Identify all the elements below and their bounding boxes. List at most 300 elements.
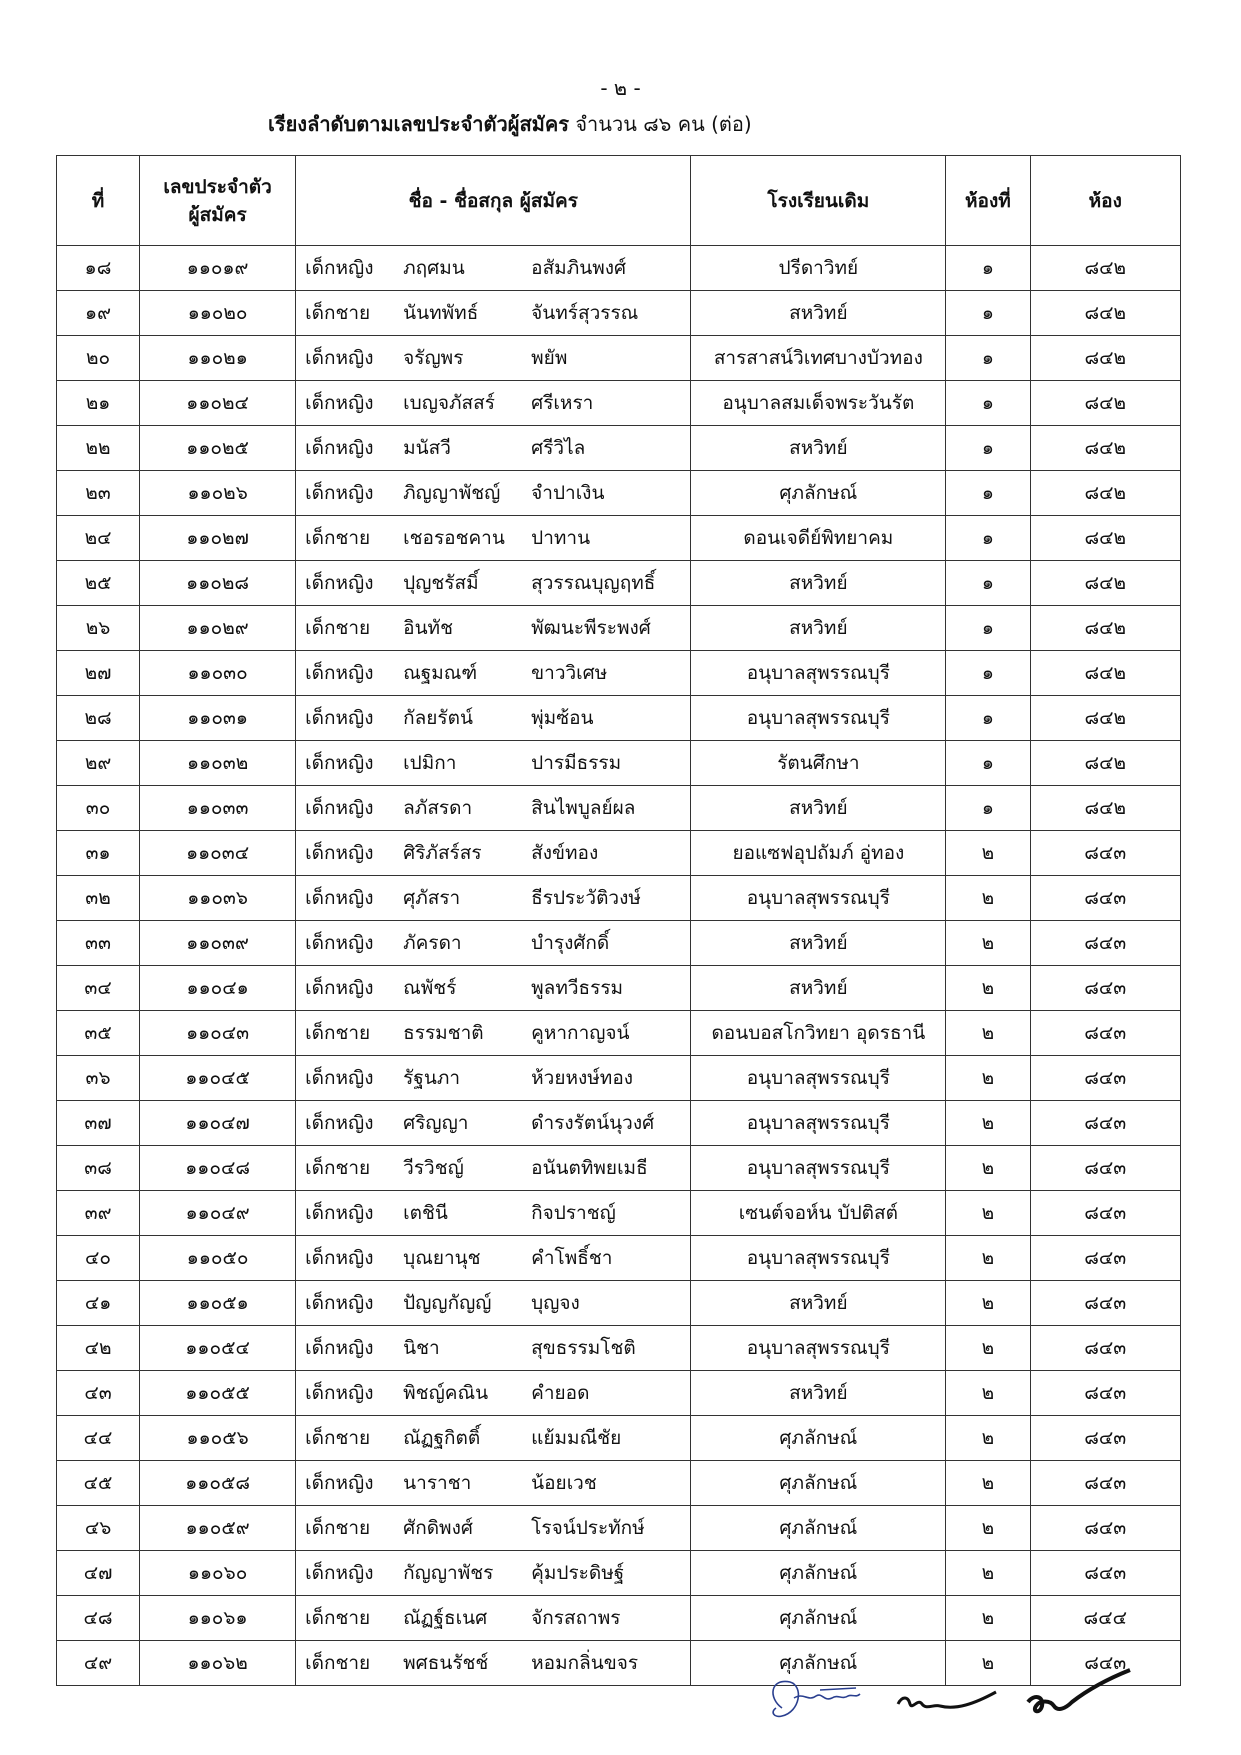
first-name: ศิริภัสร์สร: [403, 842, 482, 864]
header-room: ห้อง: [1030, 156, 1181, 246]
name-prefix: เด็กหญิง: [305, 1337, 374, 1359]
cell-school: อนุบาลสุพรรณบุรี: [691, 1326, 946, 1371]
name-prefix: เด็กหญิง: [305, 707, 374, 729]
name-prefix: เด็กหญิง: [305, 1112, 374, 1134]
cell-applicant-id: ๑๑๐๓๙: [140, 921, 296, 966]
cell-applicant-id: ๑๑๐๕๘: [140, 1461, 296, 1506]
cell-school: เซนต์จอห์น บัปติสต์: [691, 1191, 946, 1236]
cell-school: สารสาสน์วิเทศบางบัวทอง: [691, 336, 946, 381]
cell-school: สหวิทย์: [691, 966, 946, 1011]
table-row: [57, 966, 1181, 1011]
first-name: กัลยรัตน์: [403, 707, 473, 729]
cell-applicant-id: ๑๑๐๕๕: [140, 1371, 296, 1416]
cell-no: ๒๑: [57, 381, 140, 426]
cell-room-no: ๒: [946, 1416, 1030, 1461]
first-name: จรัญพร: [403, 347, 464, 369]
last-name: จักรสถาพร: [531, 1607, 621, 1629]
last-name: อนันตทิพยเมธี: [531, 1157, 648, 1179]
applicant-table: [56, 155, 1181, 1686]
cell-room-no: ๑: [946, 516, 1030, 561]
table-row: [57, 921, 1181, 966]
cell-no: ๒๙: [57, 741, 140, 786]
first-name: กัญญาพัชร: [403, 1562, 494, 1584]
heading-rest: จำนวน ๘๖ คน (ต่อ): [568, 112, 752, 136]
table-row: [57, 1551, 1181, 1596]
first-name: พิชญ์คณิน: [403, 1382, 489, 1404]
cell-no: ๓๐: [57, 786, 140, 831]
cell-applicant-id: ๑๑๐๑๙: [140, 246, 296, 291]
table-row: [57, 1191, 1181, 1236]
cell-room: ๘๔๓: [1030, 876, 1181, 921]
cell-room: ๘๔๔: [1030, 1596, 1181, 1641]
name-prefix: เด็กหญิง: [305, 257, 374, 279]
first-name: ศริญญา: [403, 1112, 469, 1134]
cell-room-no: ๒: [946, 966, 1030, 1011]
cell-room: ๘๔๒: [1030, 426, 1181, 471]
cell-room-no: ๒: [946, 1461, 1030, 1506]
cell-room-no: ๒: [946, 1551, 1030, 1596]
header-no: ที่: [57, 156, 140, 246]
name-prefix: เด็กหญิง: [305, 1247, 374, 1269]
cell-name: [296, 1596, 691, 1641]
cell-no: ๓๔: [57, 966, 140, 1011]
name-prefix: เด็กหญิง: [305, 752, 374, 774]
cell-name: [296, 1371, 691, 1416]
last-name: ธีรประวัติวงษ์: [531, 887, 641, 909]
last-name: ปาทาน: [531, 527, 591, 549]
cell-room-no: ๒: [946, 1101, 1030, 1146]
cell-name: [296, 516, 691, 561]
first-name: ลภัสรดา: [403, 797, 473, 819]
first-name: ภิญญาพัชญ์: [403, 482, 501, 504]
first-name: เชอรอชคาน: [403, 527, 505, 549]
cell-school: ดอนเจดีย์พิทยาคม: [691, 516, 946, 561]
cell-no: ๑๘: [57, 246, 140, 291]
cell-room-no: ๒: [946, 1056, 1030, 1101]
name-prefix: เด็กหญิง: [305, 392, 374, 414]
cell-no: ๑๙: [57, 291, 140, 336]
first-name: ปัญญกัญญ์: [403, 1292, 492, 1314]
cell-no: ๒๕: [57, 561, 140, 606]
name-prefix: เด็กหญิง: [305, 662, 374, 684]
last-name: ห้วยหงษ์ทอง: [531, 1067, 634, 1089]
name-prefix: เด็กหญิง: [305, 797, 374, 819]
cell-school: ดอนบอสโกวิทยา อุดรธานี: [691, 1011, 946, 1056]
cell-room-no: ๑: [946, 381, 1030, 426]
last-name: สังข์ทอง: [531, 842, 599, 864]
table-row: [57, 1506, 1181, 1551]
cell-applicant-id: ๑๑๐๕๙: [140, 1506, 296, 1551]
cell-room: ๘๔๓: [1030, 1551, 1181, 1596]
cell-school: ยอแซฟอุปถัมภ์ อู่ทอง: [691, 831, 946, 876]
cell-applicant-id: ๑๑๐๔๑: [140, 966, 296, 1011]
name-prefix: เด็กหญิง: [305, 572, 374, 594]
cell-no: ๓๙: [57, 1191, 140, 1236]
cell-school: สหวิทย์: [691, 291, 946, 336]
cell-no: ๓๑: [57, 831, 140, 876]
table-row: [57, 696, 1181, 741]
cell-room: ๘๔๓: [1030, 1506, 1181, 1551]
table-body: [57, 246, 1181, 1686]
cell-name: [296, 831, 691, 876]
cell-room: ๘๔๒: [1030, 651, 1181, 696]
cell-name: [296, 1011, 691, 1056]
cell-room: ๘๔๓: [1030, 1236, 1181, 1281]
cell-school: อนุบาลสุพรรณบุรี: [691, 1236, 946, 1281]
table-row: [57, 1011, 1181, 1056]
cell-room-no: ๒: [946, 1281, 1030, 1326]
cell-room-no: ๑: [946, 651, 1030, 696]
signatures: [760, 1668, 1180, 1738]
cell-applicant-id: ๑๑๐๒๑: [140, 336, 296, 381]
cell-school: ปรีดาวิทย์: [691, 246, 946, 291]
cell-no: ๓๗: [57, 1101, 140, 1146]
name-prefix: เด็กชาย: [305, 302, 371, 324]
cell-name: [296, 741, 691, 786]
table-row: [57, 336, 1181, 381]
cell-room: ๘๔๓: [1030, 1461, 1181, 1506]
cell-name: [296, 291, 691, 336]
name-prefix: เด็กหญิง: [305, 1562, 374, 1584]
first-name: เตชินี: [403, 1202, 448, 1224]
cell-room-no: ๑: [946, 336, 1030, 381]
table-row: [57, 1236, 1181, 1281]
cell-room-no: ๒: [946, 921, 1030, 966]
cell-school: ศุภลักษณ์: [691, 1551, 946, 1596]
table-row: [57, 561, 1181, 606]
last-name: ขาววิเศษ: [531, 662, 608, 684]
cell-applicant-id: ๑๑๐๓๓: [140, 786, 296, 831]
cell-name: [296, 1551, 691, 1596]
last-name: คุ้มประดิษฐ์: [531, 1562, 625, 1584]
table-row: [57, 1371, 1181, 1416]
cell-name: [296, 561, 691, 606]
cell-name: [296, 606, 691, 651]
first-name: วีรวิชญ์: [403, 1157, 464, 1179]
cell-applicant-id: ๑๑๐๒๘: [140, 561, 296, 606]
first-name: รัฐนภา: [403, 1067, 461, 1089]
cell-no: ๓๘: [57, 1146, 140, 1191]
cell-no: ๔๔: [57, 1416, 140, 1461]
last-name: ปารมีธรรม: [531, 752, 622, 774]
cell-room: ๘๔๓: [1030, 1641, 1181, 1686]
cell-no: ๔๕: [57, 1461, 140, 1506]
cell-room-no: ๑: [946, 426, 1030, 471]
table-row: [57, 1056, 1181, 1101]
cell-school: อนุบาลสุพรรณบุรี: [691, 651, 946, 696]
cell-name: [296, 246, 691, 291]
last-name: หอมกลิ่นขจร: [531, 1652, 639, 1674]
last-name: พยัพ: [531, 347, 568, 369]
cell-no: ๒๖: [57, 606, 140, 651]
header-room-no: ห้องที่: [946, 156, 1030, 246]
cell-room-no: ๒: [946, 1371, 1030, 1416]
last-name: คำยอด: [531, 1382, 590, 1404]
cell-room-no: ๒: [946, 831, 1030, 876]
cell-no: ๒๐: [57, 336, 140, 381]
cell-name: [296, 1326, 691, 1371]
cell-school: สหวิทย์: [691, 786, 946, 831]
name-prefix: เด็กหญิง: [305, 887, 374, 909]
cell-school: อนุบาลสุพรรณบุรี: [691, 1146, 946, 1191]
cell-room: ๘๔๓: [1030, 1416, 1181, 1461]
cell-room-no: ๑: [946, 291, 1030, 336]
cell-room-no: ๒: [946, 1596, 1030, 1641]
cell-name: [296, 426, 691, 471]
cell-applicant-id: ๑๑๐๓๖: [140, 876, 296, 921]
cell-room-no: ๒: [946, 1011, 1030, 1056]
cell-name: [296, 1146, 691, 1191]
cell-applicant-id: ๑๑๐๔๕: [140, 1056, 296, 1101]
table-row: [57, 1461, 1181, 1506]
cell-school: อนุบาลสุพรรณบุรี: [691, 696, 946, 741]
table-row: [57, 1416, 1181, 1461]
name-prefix: เด็กหญิง: [305, 977, 374, 999]
cell-school: ศุภลักษณ์: [691, 1416, 946, 1461]
last-name: ศรีเหรา: [531, 392, 594, 414]
name-prefix: เด็กชาย: [305, 1517, 371, 1539]
cell-applicant-id: ๑๑๐๔๘: [140, 1146, 296, 1191]
last-name: พุ่มซ้อน: [531, 707, 594, 729]
first-name: ภฤศมน: [403, 257, 465, 279]
cell-name: [296, 1281, 691, 1326]
first-name: ณฐมณฑ์: [403, 662, 478, 684]
cell-room: ๘๔๓: [1030, 1281, 1181, 1326]
cell-name: [296, 1461, 691, 1506]
cell-room-no: ๑: [946, 561, 1030, 606]
cell-school: สหวิทย์: [691, 921, 946, 966]
name-prefix: เด็กหญิง: [305, 1382, 374, 1404]
cell-school: รัตนศึกษา: [691, 741, 946, 786]
cell-school: ศุภลักษณ์: [691, 1506, 946, 1551]
cell-no: ๒๓: [57, 471, 140, 516]
cell-applicant-id: ๑๑๐๓๑: [140, 696, 296, 741]
first-name: อินทัช: [403, 617, 453, 639]
cell-name: [296, 1506, 691, 1551]
cell-name: [296, 876, 691, 921]
cell-applicant-id: ๑๑๐๒๔: [140, 381, 296, 426]
cell-school: สหวิทย์: [691, 606, 946, 651]
table-row: [57, 651, 1181, 696]
cell-applicant-id: ๑๑๐๕๖: [140, 1416, 296, 1461]
header-id-line1: เลขประจำตัว: [163, 175, 272, 198]
name-prefix: เด็กชาย: [305, 1427, 371, 1449]
first-name: บุณยานุช: [403, 1247, 481, 1269]
cell-no: ๔๓: [57, 1371, 140, 1416]
cell-school: สหวิทย์: [691, 1281, 946, 1326]
cell-room-no: ๒: [946, 1146, 1030, 1191]
cell-no: ๔๘: [57, 1596, 140, 1641]
cell-room: ๘๔๒: [1030, 696, 1181, 741]
cell-name: [296, 1191, 691, 1236]
cell-applicant-id: ๑๑๐๓๔: [140, 831, 296, 876]
table-row: [57, 831, 1181, 876]
table-row: [57, 741, 1181, 786]
cell-school: อนุบาลสุพรรณบุรี: [691, 876, 946, 921]
cell-school: อนุบาลสุพรรณบุรี: [691, 1101, 946, 1146]
cell-school: สหวิทย์: [691, 426, 946, 471]
cell-name: [296, 1236, 691, 1281]
cell-no: ๒๗: [57, 651, 140, 696]
cell-room: ๘๔๓: [1030, 1191, 1181, 1236]
last-name: จันทร์สุวรรณ: [531, 302, 639, 324]
table-row: [57, 1596, 1181, 1641]
first-name: มนัสวี: [403, 437, 451, 459]
last-name: บุญจง: [531, 1292, 580, 1314]
cell-school: อนุบาลสุพรรณบุรี: [691, 1056, 946, 1101]
cell-no: ๒๘: [57, 696, 140, 741]
cell-school: ศุภลักษณ์: [691, 1641, 946, 1686]
table-row: [57, 1146, 1181, 1191]
cell-room: ๘๔๓: [1030, 1011, 1181, 1056]
cell-name: [296, 1056, 691, 1101]
name-prefix: เด็กชาย: [305, 527, 371, 549]
name-prefix: เด็กหญิง: [305, 932, 374, 954]
cell-applicant-id: ๑๑๐๓๐: [140, 651, 296, 696]
cell-school: ศุภลักษณ์: [691, 1461, 946, 1506]
cell-room: ๘๔๒: [1030, 336, 1181, 381]
cell-room-no: ๑: [946, 606, 1030, 651]
last-name: ศรีวิไล: [531, 437, 586, 459]
cell-room: ๘๔๒: [1030, 786, 1181, 831]
first-name: ศุภัสรา: [403, 887, 461, 909]
cell-room-no: ๒: [946, 1506, 1030, 1551]
name-prefix: เด็กหญิง: [305, 1067, 374, 1089]
header-applicant-id: [140, 156, 296, 246]
cell-no: ๒๔: [57, 516, 140, 561]
cell-room: ๘๔๒: [1030, 606, 1181, 651]
cell-room-no: ๑: [946, 786, 1030, 831]
first-name: ภัครดา: [403, 932, 462, 954]
name-prefix: เด็กชาย: [305, 1022, 371, 1044]
name-prefix: เด็กหญิง: [305, 482, 374, 504]
table-row: [57, 786, 1181, 831]
cell-applicant-id: ๑๑๐๔๗: [140, 1101, 296, 1146]
cell-applicant-id: ๑๑๐๖๒: [140, 1641, 296, 1686]
last-name: กิจปราชญ์: [531, 1202, 616, 1224]
cell-no: ๔๐: [57, 1236, 140, 1281]
cell-room-no: ๒: [946, 1236, 1030, 1281]
cell-applicant-id: ๑๑๐๖๐: [140, 1551, 296, 1596]
cell-applicant-id: ๑๑๐๒๗: [140, 516, 296, 561]
name-prefix: เด็กหญิง: [305, 1202, 374, 1224]
cell-applicant-id: ๑๑๐๒๙: [140, 606, 296, 651]
cell-room: ๘๔๓: [1030, 831, 1181, 876]
table-row: [57, 381, 1181, 426]
signature-3: [1028, 1670, 1130, 1711]
cell-name: [296, 471, 691, 516]
cell-school: ศุภลักษณ์: [691, 1596, 946, 1641]
last-name: สุวรรณบุญฤทธิ์: [531, 572, 656, 594]
cell-applicant-id: ๑๑๐๕๑: [140, 1281, 296, 1326]
name-prefix: เด็กหญิง: [305, 347, 374, 369]
cell-applicant-id: ๑๑๐๕๐: [140, 1236, 296, 1281]
table-row: [57, 516, 1181, 561]
first-name: นันทพัทธ์: [403, 302, 479, 324]
signature-1: [773, 1681, 860, 1716]
cell-name: [296, 1101, 691, 1146]
last-name: โรจน์ประทักษ์: [531, 1517, 645, 1539]
cell-room-no: ๒: [946, 1326, 1030, 1371]
cell-room: ๘๔๒: [1030, 291, 1181, 336]
cell-applicant-id: ๑๑๐๒๕: [140, 426, 296, 471]
table-row: [57, 291, 1181, 336]
last-name: แย้มมณีชัย: [531, 1427, 622, 1449]
cell-room: ๘๔๓: [1030, 1371, 1181, 1416]
cell-school: สหวิทย์: [691, 1371, 946, 1416]
name-prefix: เด็กชาย: [305, 1652, 371, 1674]
cell-room: ๘๔๓: [1030, 1326, 1181, 1371]
cell-room: ๘๔๓: [1030, 1101, 1181, 1146]
first-name: ศักดิพงศ์: [403, 1517, 473, 1539]
first-name: ณพัชร์: [403, 977, 457, 999]
cell-room: ๘๔๒: [1030, 246, 1181, 291]
cell-room-no: ๒: [946, 1191, 1030, 1236]
cell-no: ๔๑: [57, 1281, 140, 1326]
name-prefix: เด็กหญิง: [305, 1472, 374, 1494]
first-name: เปมิกา: [403, 752, 457, 774]
name-prefix: เด็กหญิง: [305, 1292, 374, 1314]
first-name: พศธนรัชช์: [403, 1652, 489, 1674]
first-name: นิชา: [403, 1337, 440, 1359]
cell-no: ๒๒: [57, 426, 140, 471]
cell-room: ๘๔๒: [1030, 561, 1181, 606]
last-name: น้อยเวช: [531, 1472, 597, 1494]
cell-applicant-id: ๑๑๐๖๑: [140, 1596, 296, 1641]
cell-no: ๔๖: [57, 1506, 140, 1551]
table-row: [57, 1326, 1181, 1371]
first-name: ณัฏฐกิตติ์: [403, 1427, 481, 1449]
cell-name: [296, 336, 691, 381]
cell-room-no: ๑: [946, 471, 1030, 516]
last-name: สินไพบูลย์ผล: [531, 797, 636, 819]
header-id-line2: ผู้สมัคร: [188, 203, 247, 226]
first-name: เบญจภัสสร์: [403, 392, 495, 414]
cell-name: [296, 1641, 691, 1686]
cell-name: [296, 966, 691, 1011]
cell-room: ๘๔๓: [1030, 921, 1181, 966]
first-name: ธรรมชาติ: [403, 1022, 484, 1044]
cell-school: สหวิทย์: [691, 561, 946, 606]
last-name: อสัมภินพงศ์: [531, 257, 627, 279]
cell-school: ศุภลักษณ์: [691, 471, 946, 516]
page-number: - ๒ -: [600, 76, 641, 100]
name-prefix: เด็กชาย: [305, 617, 371, 639]
cell-no: ๓๒: [57, 876, 140, 921]
name-prefix: เด็กชาย: [305, 1607, 371, 1629]
cell-name: [296, 921, 691, 966]
last-name: จำปาเงิน: [531, 482, 605, 504]
table-row: [57, 606, 1181, 651]
cell-no: ๓๖: [57, 1056, 140, 1101]
last-name: คูหากาญจน์: [531, 1022, 630, 1044]
cell-room-no: ๒: [946, 1641, 1030, 1686]
cell-no: ๓๕: [57, 1011, 140, 1056]
cell-school: อนุบาลสมเด็จพระวันรัต: [691, 381, 946, 426]
cell-no: ๔๙: [57, 1641, 140, 1686]
heading-bold: เรียงลำดับตามเลขประจำตัวผู้สมัคร: [268, 112, 569, 136]
table-header-row: [57, 156, 1181, 246]
cell-applicant-id: ๑๑๐๔๙: [140, 1191, 296, 1236]
first-name: นาราชา: [403, 1472, 472, 1494]
cell-room: ๘๔๒: [1030, 741, 1181, 786]
cell-room: ๘๔๓: [1030, 966, 1181, 1011]
cell-room: ๘๔๓: [1030, 1056, 1181, 1101]
last-name: บำรุงศักดิ์: [531, 932, 610, 954]
table-row: [57, 471, 1181, 516]
first-name: ณัฏฐ์ธเนศ: [403, 1607, 488, 1629]
cell-applicant-id: ๑๑๐๓๒: [140, 741, 296, 786]
